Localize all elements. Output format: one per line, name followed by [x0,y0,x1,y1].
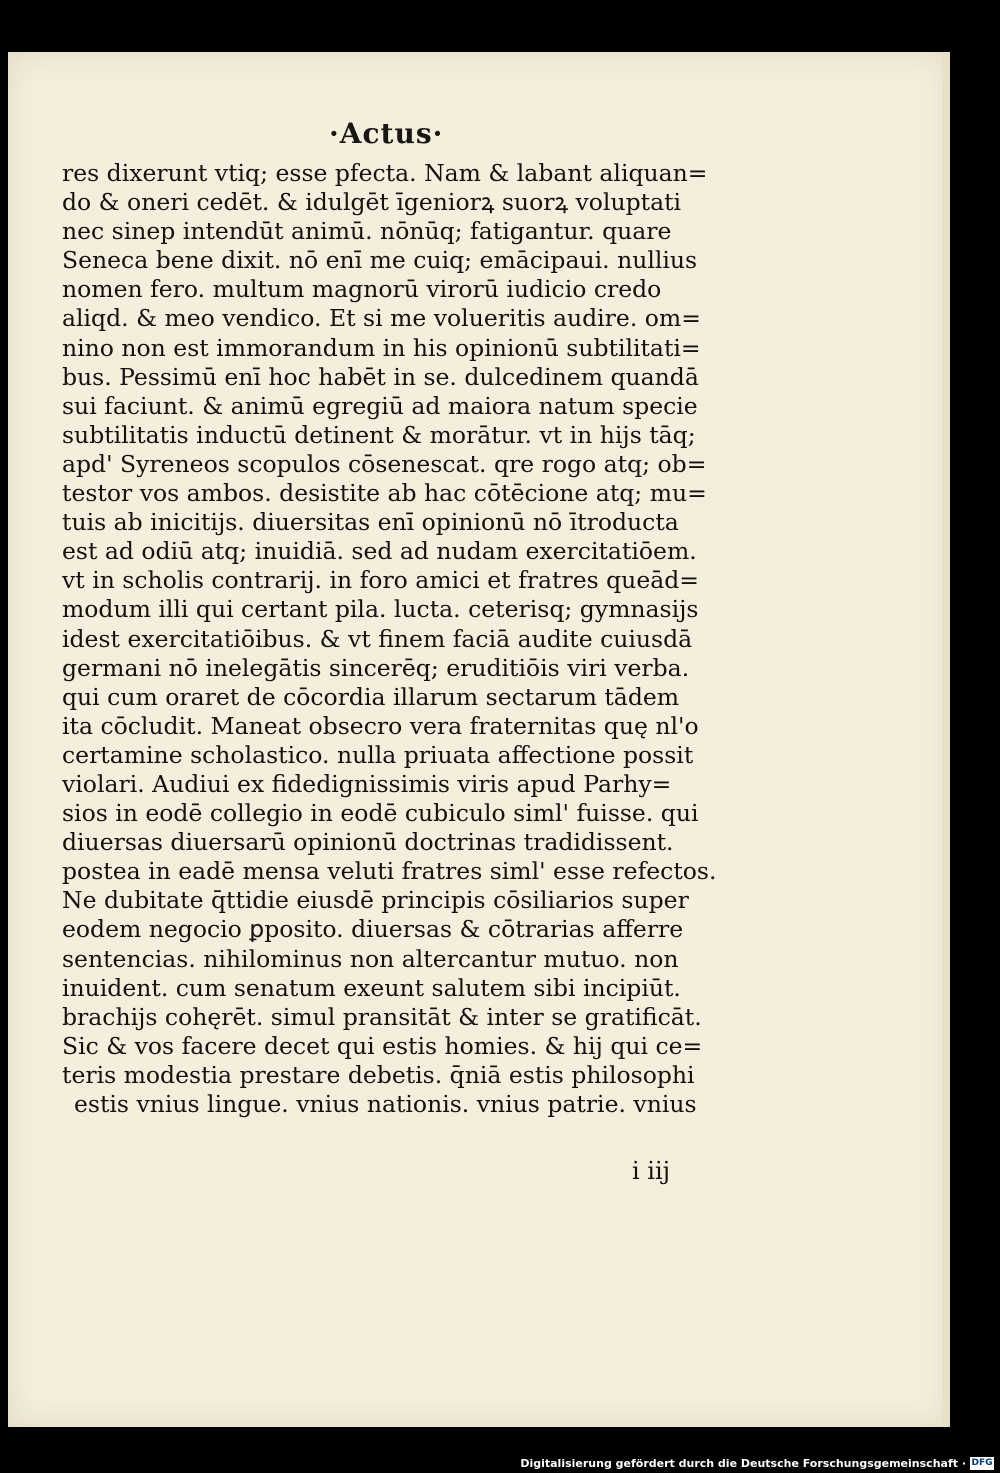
text-line-13: tuis ab inicitijs. diuersitas enī opinionū nō ītroducta [62,508,679,537]
text-line-12: testor vos ambos. desistite ab hac cōtēcione atq; mu= [62,479,707,508]
text-line-18: germani nō inelegātis sincerēq; eruditiōis viri verba. [62,653,690,682]
text-line-16: modum illi qui certant pila. lucta. ceterisq; gymnasijs [62,595,699,624]
text-line-30: brachijs cohęrēt. simul pransitāt & inter se gratificāt. [62,1002,702,1031]
text-line-4: Seneca bene dixit. nō enī me cuiq; emācipaui. nullius [62,246,698,275]
text-line-22: violari. Audiui ex fidedignissimis viris apud Parhy= [62,769,672,798]
text-line-32: teris modestia prestare debetis. q̄niā estis philosophi [62,1060,695,1089]
text-line-27: eodem negocio ꝑposito. diuersas & cōtrarias afferre [62,915,684,944]
text-line-33: estis vnius lingue. vnius nationis. vnius patrie. vnius [74,1090,697,1118]
text-line-21: certamine scholastico. nulla priuata affectione possit [62,740,694,769]
text-line-23: sios in eodē collegio in eodē cubiculo siml' fuisse. qui [62,799,699,828]
text-line-31: Sic & vos facere decet qui estis homies. & hij qui ce= [62,1031,703,1060]
text-line-14: est ad odiū atq; inuidiā. sed ad nudam exercitatiōem. [62,537,697,566]
footer-credit: Digitalisierung gefördert durch die Deutsche Forschungsgemeinschaft · [520,1457,966,1470]
text-line-5: nomen fero. multum magnorū virorū iudicio credo [62,275,662,304]
signature-mark: i iij [632,1157,671,1185]
text-line-1: res dixerunt vtiq; esse pfecta. Nam & labant aliquan= [62,159,708,187]
text-line-26: Ne dubitate q̄ttidie eiusdē principis cōsiliarios super [62,886,689,915]
text-line-15: vt in scholis contrarij. in foro amici et fratres queād= [62,566,699,595]
dfg-logo: DFG [971,1458,993,1468]
body-text [62,159,742,1119]
text-line-6: aliqd. & meo vendico. Et si me volueritis audire. om= [62,304,701,333]
text-line-20: ita cōcludit. Maneat obsecro vera fraternitas quę nl'o [62,711,699,740]
text-line-9: sui faciunt. & animū egregiū ad maiora natum specie [62,391,698,420]
text-line-24: diuersas diuersarū opinionū doctrinas tradidissent. [62,828,674,857]
text-line-2: do & oneri cedēt. & idulgēt īgeniorꝝ suorꝝ voluptati [62,188,682,217]
text-line-3: nec sinep intendūt animū. nōnūq; fatigantur. quare [62,217,672,246]
text-line-28: sentencias. nihilominus non altercantur mutuo. non [62,944,679,973]
text-line-8: bus. Pessimū enī hoc habēt in se. dulcedinem quandā [62,362,699,391]
text-line-25: postea in eadē mensa veluti fratres siml' esse refectos. [62,857,717,886]
scanned-page [8,52,950,1427]
text-line-11: apd' Syreneos scopulos cōsenescat. qre rogo atq; ob= [62,449,707,478]
text-line-7: nino non est immorandum in his opinionū subtilitati= [62,333,701,362]
running-head: ·Actus· [329,117,444,150]
text-line-10: subtilitatis inductū detinent & morātur. vt in hijs tāq; [62,420,696,449]
text-line-29: inuident. cum senatum exeunt salutem sibi incipiūt. [62,973,681,1002]
text-line-19: qui cum oraret de cōcordia illarum sectarum tādem [62,682,680,711]
text-line-17: idest exercitatiōibus. & vt finem faciā audite cuiusdā [62,624,693,653]
